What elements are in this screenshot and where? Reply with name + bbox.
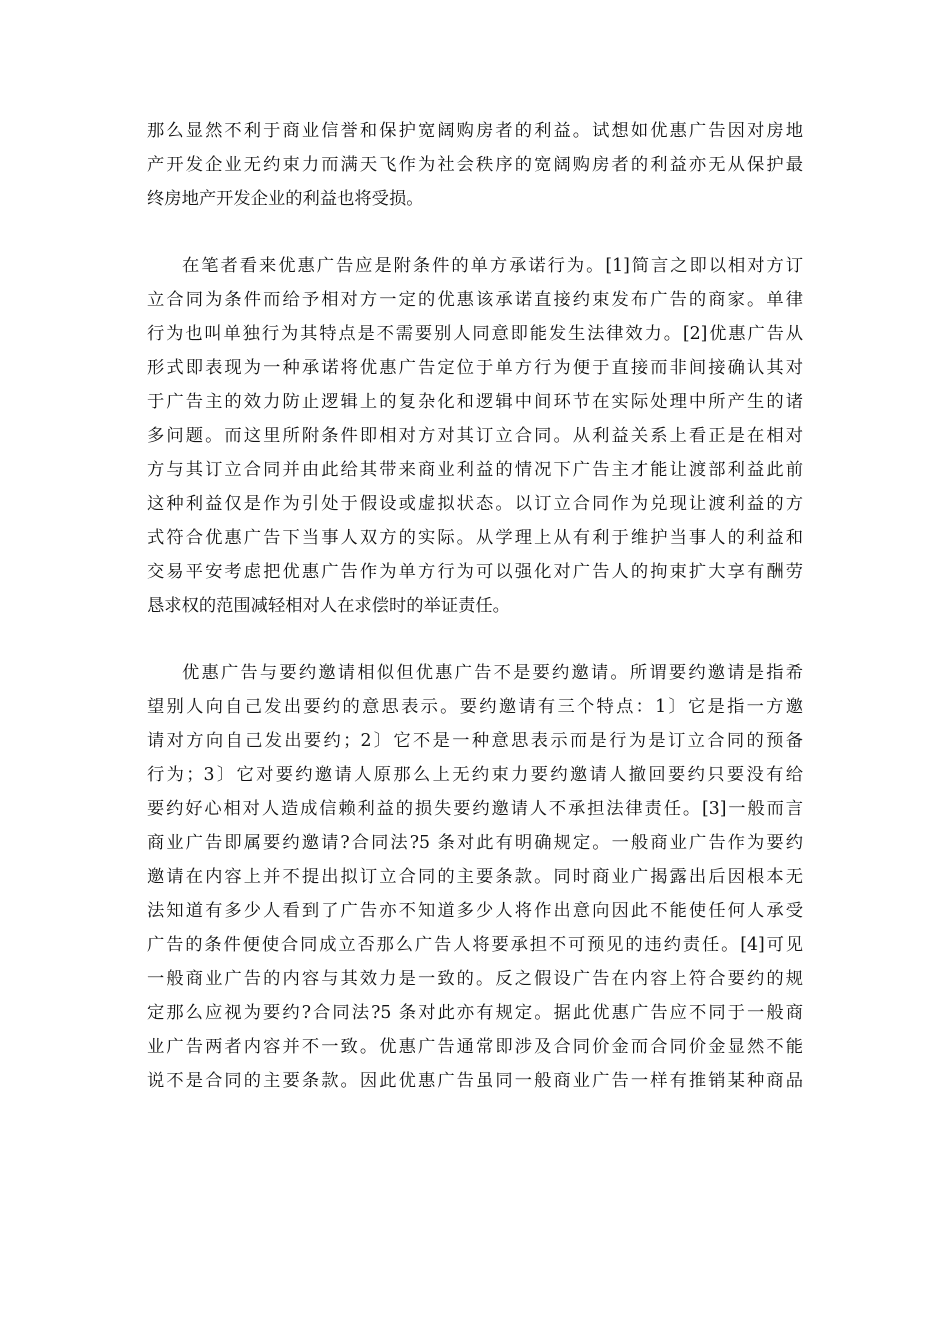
text-line: 要约好心相对人造成信赖利益的损失要约邀请人不承担法律责任。[3]一般而言 <box>147 799 803 819</box>
text-line: 望别人向自己发出要约的意思表示。要约邀请有三个特点：1〕它是指一方邀 <box>147 697 803 717</box>
text-line: 定那么应视为要约?合同法?5 条对此亦有规定。据此优惠广告应不同于一般商 <box>147 1003 803 1023</box>
text-line: 一般商业广告的内容与其效力是一致的。反之假设广告在内容上符合要约的规 <box>147 969 803 989</box>
text-line: 请对方向自己发出要约；2〕它不是一种意思表示而是行为是订立合同的预备 <box>147 731 803 751</box>
text-line: 行为；3〕它对要约邀请人原那么上无约束力要约邀请人撤回要约只要没有给 <box>147 765 803 785</box>
paragraph-gap <box>147 216 803 249</box>
text-line: 恳求权的范围减轻相对人在求偿时的举证责任。 <box>147 596 510 616</box>
text-line: 产开发企业无约束力而满天飞作为社会秩序的宽阔购房者的利益亦无从保护最 <box>147 155 803 175</box>
text-line: 多问题。而这里所附条件即相对方对其订立合同。从利益关系上看正是在相对 <box>147 426 803 446</box>
text-line: 广告的条件便使合同成立否那么广告人将要承担不可预见的违约责任。[4]可见 <box>147 935 803 955</box>
paragraph-2 <box>147 249 803 623</box>
text-line: 立合同为条件而给予相对方一定的优惠该承诺直接约束发布广告的商家。单律 <box>147 290 803 310</box>
text-line: 交易平安考虑把优惠广告作为单方行为可以强化对广告人的拘束扩大享有酬劳 <box>147 562 803 582</box>
text-line: 形式即表现为一种承诺将优惠广告定位于单方行为便于直接而非间接确认其对 <box>147 358 803 378</box>
text-line: 法知道有多少人看到了广告亦不知道多少人将作出意向因此不能使任何人承受 <box>147 901 803 921</box>
text-line: 优惠广告与要约邀请相似但优惠广告不是要约邀请。所谓要约邀请是指希 <box>182 663 803 683</box>
text-line: 邀请在内容上并不提出拟订立合同的主要条款。同时商业广揭露出后因根本无 <box>147 867 803 887</box>
text-line: 这种利益仅是作为引处于假设或虚拟状态。以订立合同作为兑现让渡利益的方 <box>147 494 803 514</box>
text-line: 方与其订立合同并由此给其带来商业利益的情况下广告主才能让渡部利益此前 <box>147 460 803 480</box>
body-text <box>147 114 803 1098</box>
text-line: 行为也叫单独行为其特点是不需要别人同意即能发生法律效力。[2]优惠广告从 <box>147 324 803 344</box>
text-line: 业广告两者内容并不一致。优惠广告通常即涉及合同价金而合同价金显然不能 <box>147 1037 803 1057</box>
paragraph-3 <box>147 656 803 1098</box>
text-line: 终房地产开发企业的利益也将受损。 <box>147 189 424 209</box>
text-line: 于广告主的效力防止逻辑上的复杂化和逻辑中间环节在实际处理中所产生的诸 <box>147 392 803 412</box>
text-line: 说不是合同的主要条款。因此优惠广告虽同一般商业广告一样有推销某种商品 <box>147 1071 803 1091</box>
text-line: 式符合优惠广告下当事人双方的实际。从学理上从有利于维护当事人的利益和 <box>147 528 803 548</box>
paragraph-1 <box>147 114 803 216</box>
text-line: 在笔者看来优惠广告应是附条件的单方承诺行为。[1]简言之即以相对方订 <box>182 256 803 276</box>
paragraph-gap <box>147 623 803 656</box>
text-line: 那么显然不利于商业信誉和保护宽阔购房者的利益。试想如优惠广告因对房地 <box>147 121 803 141</box>
text-line: 商业广告即属要约邀请?合同法?5 条对此有明确规定。一般商业广告作为要约 <box>147 833 803 853</box>
